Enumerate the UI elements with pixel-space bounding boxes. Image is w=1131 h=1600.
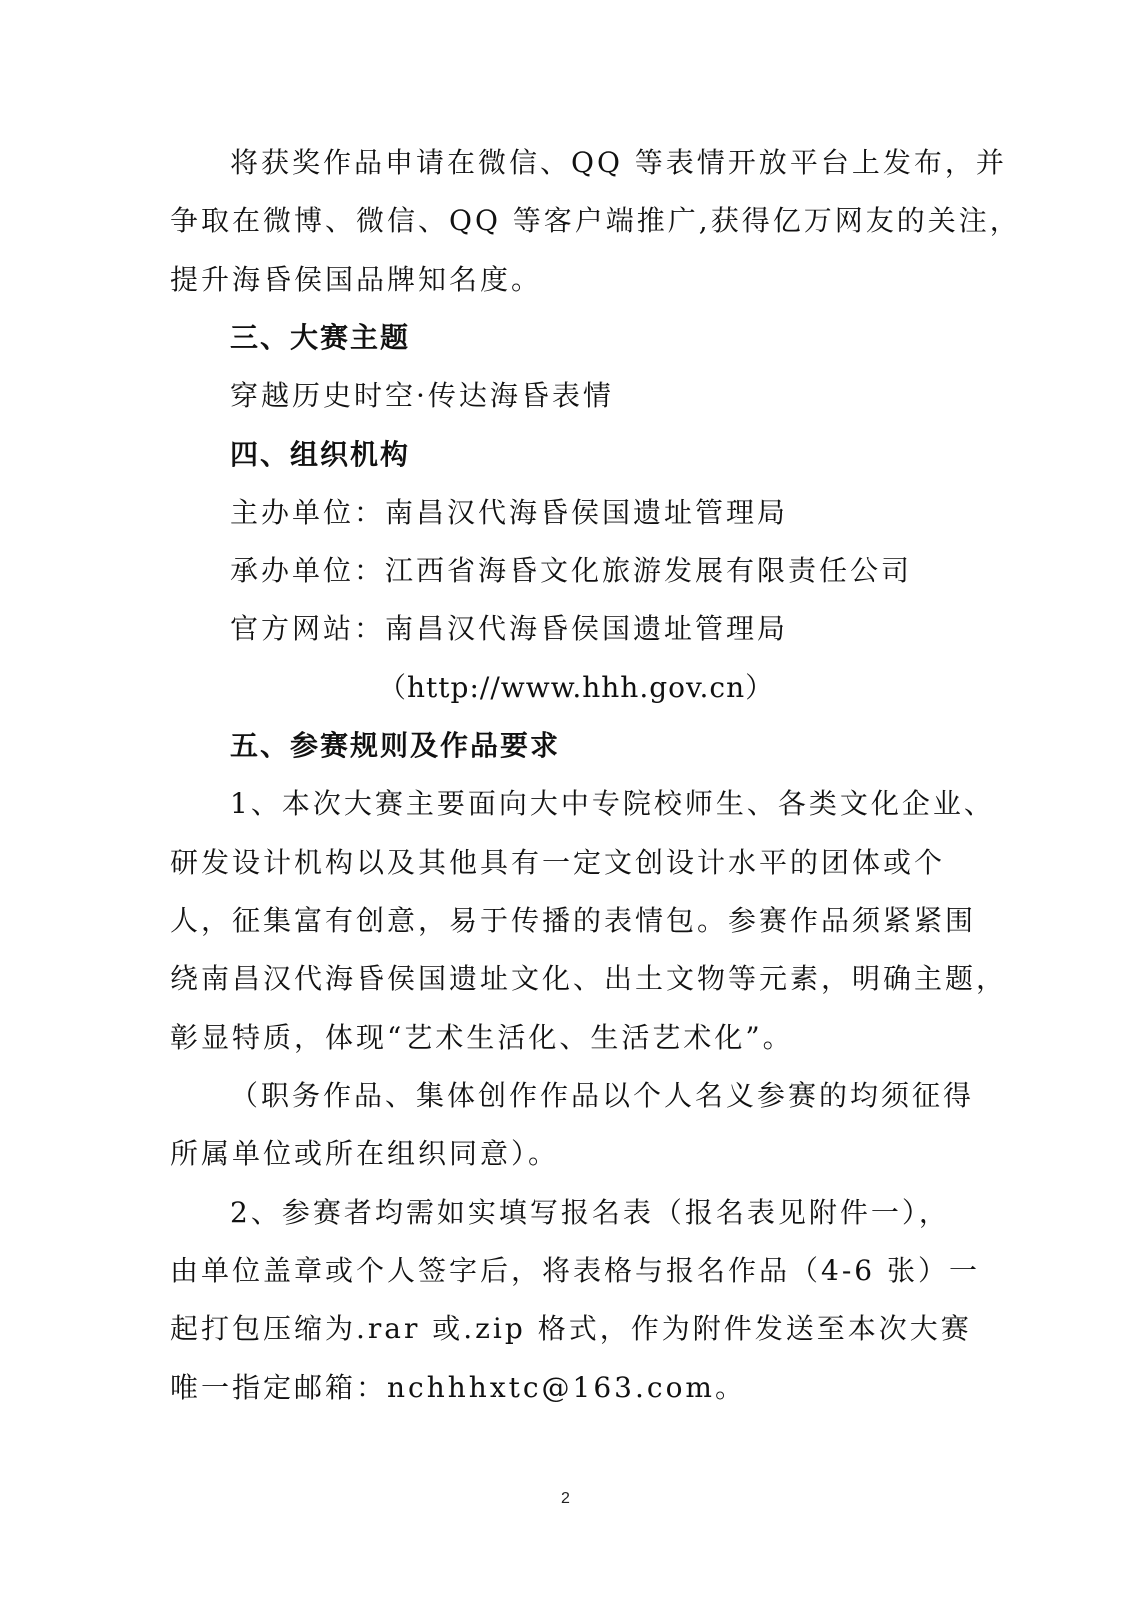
- rule-1-line-4: 绕南昌汉代海昏侯国遗址文化、出土文物等元素，明确主题，: [170, 962, 1008, 995]
- intro-line-3: 提升海昏侯国品牌知名度。: [170, 263, 543, 296]
- note-line-1: （职务作品、集体创作作品以个人名义参赛的均须征得: [230, 1079, 975, 1112]
- rule-1-line-1: 1、本次大赛主要面向大中专院校师生、各类文化企业、: [230, 787, 995, 820]
- rule-1-line-3: 人，征集富有创意，易于传播的表情包。参赛作品须紧紧围: [170, 904, 977, 937]
- contest-theme: 穿越历史时空·传达海昏表情: [230, 379, 614, 412]
- rule-1-line-5: 彰显特质，体现“艺术生活化、生活艺术化”。: [170, 1021, 794, 1054]
- intro-line-1: 将获奖作品申请在微信、QQ 等表情开放平台上发布，并: [230, 146, 1007, 179]
- section-5-heading: 五、参赛规则及作品要求: [230, 729, 561, 762]
- intro-line-2: 争取在微博、微信、QQ 等客户端推广,获得亿万网友的关注，: [170, 204, 1021, 237]
- page-number: 2: [561, 1490, 570, 1507]
- note-line-2: 所属单位或所在组织同意）。: [170, 1137, 560, 1170]
- rule-2-line-4: 唯一指定邮箱：nchhhxtc@163.com。: [170, 1371, 746, 1404]
- section-4-heading: 四、组织机构: [230, 438, 411, 471]
- rule-2-line-2: 由单位盖章或个人签字后，将表格与报名作品（4-6 张）一: [170, 1254, 980, 1287]
- rule-2-line-1: 2、参赛者均需如实填写报名表（报名表见附件一），: [230, 1196, 950, 1229]
- rule-1-line-2: 研发设计机构以及其他具有一定文创设计水平的团体或个: [170, 846, 946, 879]
- undertaker-line: 承办单位：江西省海昏文化旅游发展有限责任公司: [230, 554, 913, 587]
- website-line: 官方网站：南昌汉代海昏侯国遗址管理局: [230, 612, 789, 645]
- organizer-line: 主办单位：南昌汉代海昏侯国遗址管理局: [230, 496, 789, 529]
- section-3-heading: 三、大赛主题: [230, 321, 411, 354]
- rule-2-line-3: 起打包压缩为.rar 或.zip 格式，作为附件发送至本次大赛: [170, 1312, 972, 1345]
- website-url: （http://www.hhh.gov.cn）: [378, 671, 775, 704]
